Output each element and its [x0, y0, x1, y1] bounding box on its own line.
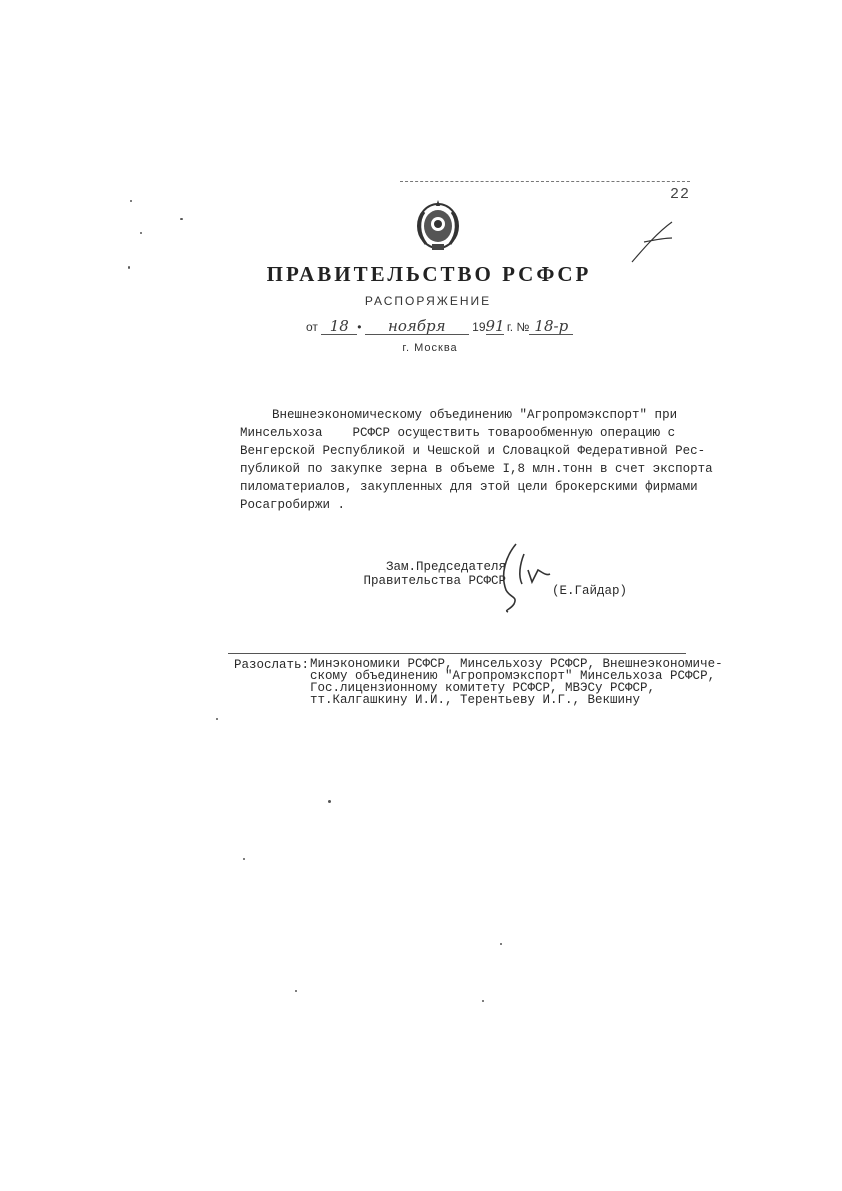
distribution-label: Разослать: — [234, 658, 310, 672]
distribution-line-2: скому объединению "Агропромэкспорт" Минсельхоза РСФСР, — [310, 669, 716, 683]
scan-speck — [216, 718, 218, 720]
date-day: 18 — [321, 318, 357, 335]
date-month: ноября — [365, 318, 469, 335]
scan-speck — [482, 1000, 484, 1002]
scan-speck — [243, 858, 245, 860]
body-line-2: Минсельхоза РСФСР осуществить товарообменную операцию с — [240, 426, 676, 440]
city: г. Москва — [402, 342, 458, 354]
distribution-line-4: тт.Калгашкину И.И., Терентьеву И.Г., Векшину — [310, 693, 641, 707]
signatory-title — [358, 560, 506, 588]
page-number: 22 — [670, 186, 691, 203]
number-prefix: № — [516, 320, 530, 334]
year-prefix: 19 — [472, 320, 486, 334]
document-type: РАСПОРЯЖЕНИЕ — [364, 294, 492, 308]
scan-speck — [128, 266, 130, 269]
body-line-3: Венгерской Республикой и Чешской и Словацкой Федеративной Рес- — [240, 444, 706, 458]
scan-speck — [140, 232, 142, 234]
separator-line — [228, 653, 686, 654]
document-number: 18-р — [529, 318, 573, 335]
body-line-1: Внешнеэкономическому объединению "Агропромэкспорт" при — [272, 408, 678, 422]
year-unit: г. — [506, 320, 514, 334]
handwritten-mark — [628, 218, 678, 266]
signatory-title-line-2: Правительства РСФСР — [363, 574, 506, 588]
scan-speck — [500, 943, 502, 945]
date-line — [306, 318, 573, 335]
scan-speck — [180, 218, 183, 220]
body-line-4: публикой по закупке зерна в объеме I,8 млн.тонн в счет экспорта — [240, 462, 713, 476]
coat-of-arms-emblem — [412, 198, 464, 254]
document-title: ПРАВИТЕЛЬСТВО РСФСР — [266, 262, 592, 286]
distribution-line-1: Минэкономики РСФСР, Минсельхозу РСФСР, Внешнеэкономиче- — [310, 657, 723, 671]
scan-speck — [130, 200, 132, 202]
signatory-name: (Е.Гайдар) — [552, 584, 628, 598]
body-line-6: Росагробиржи . — [240, 498, 346, 512]
scan-speck — [328, 800, 331, 803]
date-dot: • — [357, 320, 362, 334]
distribution-list — [310, 658, 723, 706]
year-suffix: 91 — [485, 317, 505, 335]
scan-speck — [295, 990, 297, 992]
top-border-line — [400, 181, 690, 182]
signatory-title-line-1: Зам.Председателя — [385, 560, 506, 574]
handwritten-signature — [494, 540, 554, 614]
distribution-line-3: Гос.лицензионному комитету РСФСР, МВЭСу РСФСР, — [310, 681, 656, 695]
date-prefix: от — [306, 320, 318, 334]
body-line-5: пиломатериалов, закупленных для этой цели брокерскими фирмами — [240, 480, 698, 494]
